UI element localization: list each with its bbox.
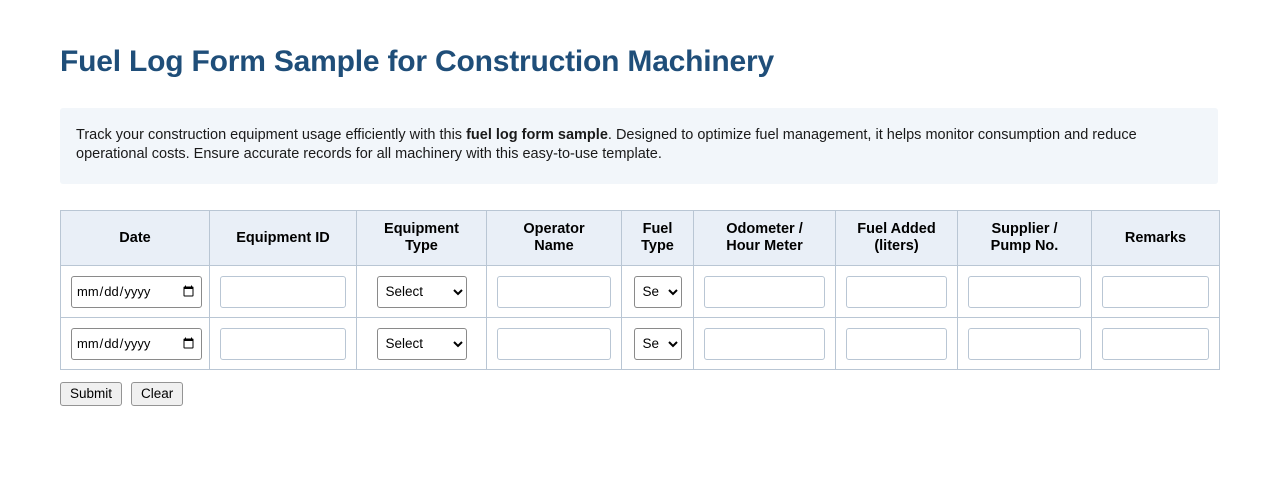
cell-odometer [694, 318, 836, 370]
supplier-input[interactable] [968, 276, 1081, 308]
column-header-equipment-id [210, 211, 357, 266]
fuel-added-input[interactable] [846, 276, 947, 308]
clear-button[interactable]: Clear [131, 382, 183, 406]
equipment-type-select[interactable] [377, 328, 467, 360]
column-header-fuel-added-line2: (liters) [874, 238, 919, 254]
cell-fuel-type [622, 318, 694, 370]
column-header-supplier [958, 211, 1092, 266]
column-header-operator-name [487, 211, 622, 266]
column-header-remarks-line1: Remarks [1124, 229, 1187, 246]
column-header-operator-name-line1: Operator [523, 221, 585, 237]
column-header-fuel-type [622, 211, 694, 266]
fuel-added-input[interactable] [846, 328, 947, 360]
intro-callout [60, 108, 1218, 184]
intro-text [76, 126, 1202, 164]
column-header-date [61, 211, 210, 266]
submit-button[interactable]: Submit [60, 382, 122, 406]
cell-odometer [694, 266, 836, 318]
cell-equipment-id [210, 266, 357, 318]
cell-supplier [958, 266, 1092, 318]
table-header-row [61, 211, 1220, 266]
column-header-equipment-type-line2: Type [405, 238, 438, 254]
intro-text-bold: fuel log form sample [466, 127, 608, 143]
table-row [61, 318, 1220, 370]
column-header-equipment-type-line1: Equipment [384, 221, 459, 237]
supplier-input[interactable] [968, 328, 1081, 360]
remarks-input[interactable] [1102, 276, 1209, 308]
column-header-supplier-line1: Supplier / [991, 221, 1058, 237]
cell-remarks [1092, 266, 1220, 318]
equipment-id-input[interactable] [220, 276, 346, 308]
cell-equipment-type [357, 318, 487, 370]
cell-fuel-added [836, 318, 958, 370]
operator-name-input[interactable] [497, 276, 611, 308]
cell-fuel-type [622, 266, 694, 318]
cell-remarks [1092, 318, 1220, 370]
remarks-input[interactable] [1102, 328, 1209, 360]
column-header-equipment-type [357, 211, 487, 266]
column-header-date-line1: Date [119, 229, 151, 246]
equipment-type-select[interactable] [377, 276, 467, 308]
cell-operator-name [487, 266, 622, 318]
column-header-odometer [694, 211, 836, 266]
column-header-supplier-line2: Pump No. [990, 238, 1059, 254]
column-header-fuel-added [836, 211, 958, 266]
date-input[interactable] [71, 276, 202, 308]
column-header-odometer-line2: Hour Meter [726, 238, 803, 254]
form-actions [60, 382, 1218, 406]
column-header-odometer-line1: Odometer / [726, 221, 803, 237]
intro-text-after: . Designed to optimize fuel management, it helps monitor consumption and reduce operational costs. Ensure accurate records for all machinery with this easy-to-use template. [76, 127, 1137, 162]
fuel-log-table [60, 210, 1220, 370]
column-header-fuel-type-line2: Type [641, 238, 674, 254]
column-header-fuel-added-line1: Fuel Added [857, 221, 936, 237]
fuel-type-select[interactable] [634, 328, 682, 360]
odometer-input[interactable] [704, 328, 825, 360]
column-header-equipment-id-line1: Equipment ID [236, 229, 330, 246]
column-header-operator-name-line2: Name [534, 238, 574, 254]
page-title: Fuel Log Form Sample for Construction Machinery [60, 45, 774, 78]
fuel-type-select[interactable] [634, 276, 682, 308]
table-row [61, 266, 1220, 318]
cell-date [61, 318, 210, 370]
equipment-id-input[interactable] [220, 328, 346, 360]
odometer-input[interactable] [704, 276, 825, 308]
cell-fuel-added [836, 266, 958, 318]
cell-supplier [958, 318, 1092, 370]
column-header-remarks [1092, 211, 1220, 266]
operator-name-input[interactable] [497, 328, 611, 360]
date-input[interactable] [71, 328, 202, 360]
cell-operator-name [487, 318, 622, 370]
cell-equipment-id [210, 318, 357, 370]
cell-date [61, 266, 210, 318]
cell-equipment-type [357, 266, 487, 318]
column-header-fuel-type-line1: Fuel [642, 221, 673, 237]
intro-text-before: Track your construction equipment usage efficiently with this [76, 127, 467, 143]
